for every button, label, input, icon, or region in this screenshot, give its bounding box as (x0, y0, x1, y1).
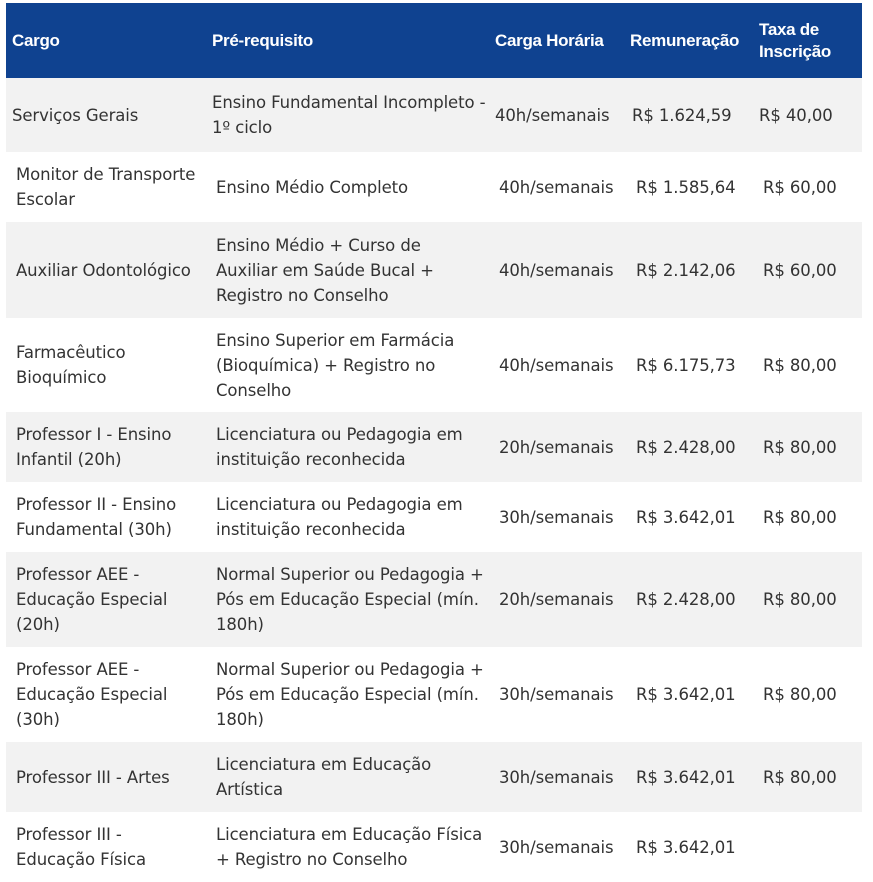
cell-carga-horaria: 40h/semanais (499, 355, 614, 375)
cell-remuneracao: R$ 1.585,64 (636, 177, 736, 197)
cell-carga-horaria: 40h/semanais (495, 105, 610, 125)
cell-cargo: Serviços Gerais (12, 105, 139, 125)
cell-remuneracao: R$ 1.624,59 (632, 105, 732, 125)
table-row (6, 647, 862, 742)
table-row (6, 222, 862, 318)
table-header (6, 3, 862, 78)
cell-pre-requisito: Ensino Superior em Farmácia (Bioquímica) + Registro no Conselho (216, 330, 455, 400)
vacancies-table (6, 3, 862, 882)
cell-remuneracao: R$ 6.175,73 (636, 355, 736, 375)
header-cargo: Cargo (12, 30, 60, 50)
cell-carga-horaria: 30h/semanais (499, 507, 614, 527)
cell-carga-horaria: 40h/semanais (499, 177, 614, 197)
cell-carga-horaria: 30h/semanais (499, 685, 614, 704)
cell-pre-requisito: Normal Superior ou Pedagogia + Pós em Educação Especial (mín. 180h) (216, 565, 484, 634)
table-row (6, 552, 862, 647)
cell-pre-requisito: Ensino Médio + Curso de Auxiliar em Saúde Bucal + Registro no Conselho (216, 235, 434, 305)
cell-cargo: Monitor de Transporte Escolar (16, 165, 196, 209)
table-row (6, 742, 862, 812)
table-row (6, 152, 862, 222)
cell-taxa-inscricao: R$ 80,00 (763, 507, 837, 527)
cell-cargo: Professor II - Ensino Fundamental (30h) (16, 495, 177, 539)
cell-pre-requisito: Licenciatura em Educação Física + Registro no Conselho (216, 825, 483, 869)
cell-remuneracao: R$ 2.428,00 (636, 590, 736, 609)
cell-cargo: Professor I - Ensino Infantil (20h) (16, 425, 172, 469)
cell-carga-horaria: 30h/semanais (499, 767, 614, 787)
table-row (6, 482, 862, 552)
cell-taxa-inscricao: R$ 80,00 (763, 767, 837, 787)
cell-remuneracao: R$ 3.642,01 (636, 507, 736, 527)
cell-cargo: Auxiliar Odontológico (16, 260, 191, 280)
cell-carga-horaria: 30h/semanais (499, 837, 614, 857)
table-row (6, 812, 862, 882)
cell-pre-requisito: Normal Superior ou Pedagogia + Pós em Educação Especial (mín. 180h) (216, 660, 484, 729)
header-remuneracao: Remuneração (630, 30, 740, 50)
cell-taxa-inscricao: R$ 80,00 (763, 590, 837, 609)
table-row (6, 78, 862, 152)
cell-pre-requisito: Ensino Fundamental Incompleto - 1º ciclo (212, 93, 486, 137)
cell-cargo: Professor III - Artes (16, 767, 170, 787)
cell-pre-requisito: Ensino Médio Completo (216, 177, 409, 197)
header-pre-requisito: Pré-requisito (212, 30, 313, 50)
cell-cargo: Farmacêutico Bioquímico (16, 343, 126, 387)
cell-cargo: Professor AEE - Educação Especial (20h) (16, 565, 168, 634)
cell-taxa-inscricao: R$ 80,00 (763, 355, 837, 375)
cell-carga-horaria: 20h/semanais (499, 590, 614, 609)
header-carga-horaria: Carga Horária (495, 30, 604, 50)
cell-cargo: Professor AEE - Educação Especial (30h) (16, 660, 168, 729)
cell-pre-requisito: Licenciatura em Educação Artística (216, 755, 432, 799)
cell-remuneracao: R$ 3.642,01 (636, 837, 736, 857)
cell-taxa-inscricao: R$ 60,00 (763, 260, 837, 280)
cell-pre-requisito: Licenciatura ou Pedagogia em instituição reconhecida (216, 495, 463, 539)
cell-remuneracao: R$ 3.642,01 (636, 685, 736, 704)
cell-remuneracao: R$ 3.642,01 (636, 767, 736, 787)
cell-cargo: Professor III - Educação Física (16, 825, 147, 869)
table-row (6, 318, 862, 412)
cell-taxa-inscricao: R$ 40,00 (759, 105, 833, 125)
cell-remuneracao: R$ 2.428,00 (636, 437, 736, 457)
cell-taxa-inscricao: R$ 60,00 (763, 177, 837, 197)
table-row (6, 412, 862, 482)
cell-taxa-inscricao: R$ 80,00 (763, 685, 837, 704)
cell-remuneracao: R$ 2.142,06 (636, 260, 736, 280)
cell-carga-horaria: 20h/semanais (499, 437, 614, 457)
cell-taxa-inscricao: R$ 80,00 (763, 437, 837, 457)
header-taxa-inscricao: Taxa de Inscrição (759, 19, 831, 61)
cell-pre-requisito: Licenciatura ou Pedagogia em instituição reconhecida (216, 425, 463, 469)
cell-carga-horaria: 40h/semanais (499, 260, 614, 280)
